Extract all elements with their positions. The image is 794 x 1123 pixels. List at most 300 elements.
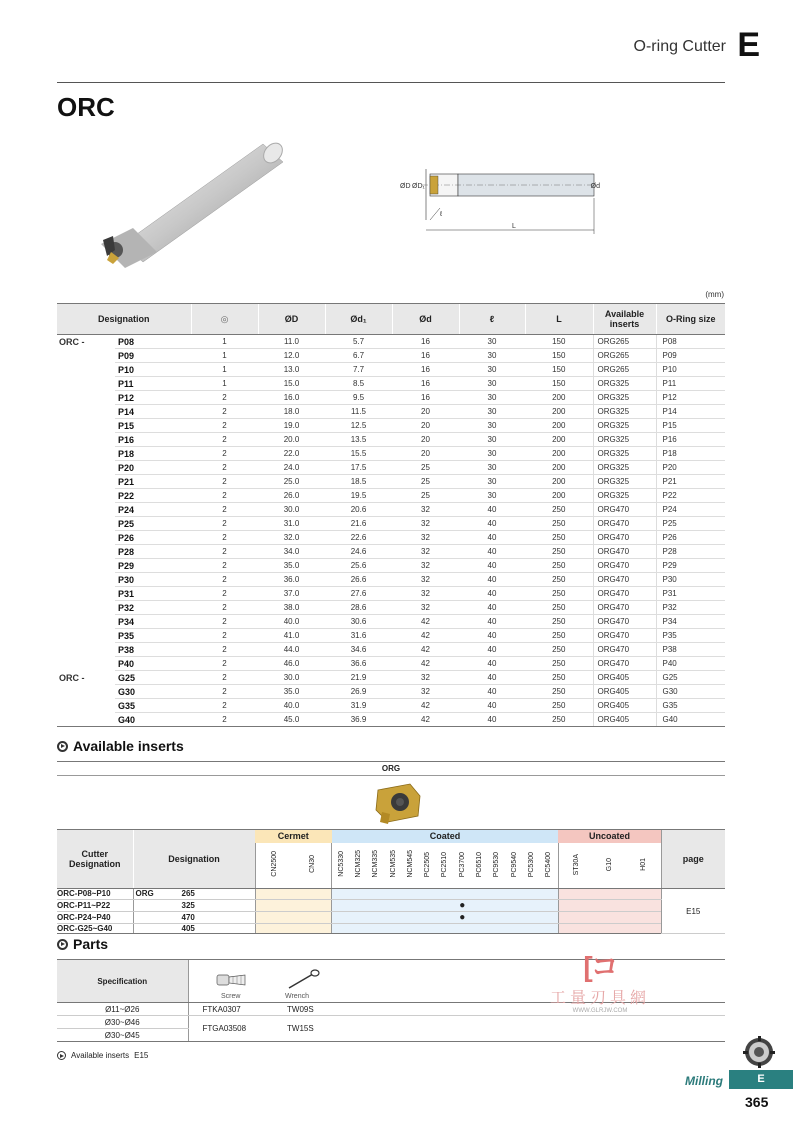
oring-size: P18 — [656, 447, 725, 461]
grade-cell — [436, 923, 453, 934]
overall-length: 200 — [525, 433, 593, 447]
flute-count: 2 — [191, 433, 258, 447]
grade-header — [385, 843, 402, 889]
grade-label: NCM545 — [406, 850, 414, 879]
grade-cell — [471, 889, 488, 900]
designation-group — [57, 489, 115, 503]
length-l: 40 — [459, 559, 525, 573]
parts-screw: FTGA03508 — [188, 1016, 273, 1042]
shank-diameter: 25 — [392, 475, 459, 489]
flute-count: 2 — [191, 615, 258, 629]
oring-size: P09 — [656, 349, 725, 363]
grade-cell — [454, 923, 471, 934]
flute-count: 2 — [191, 461, 258, 475]
grade-cell — [488, 923, 505, 934]
shank-diameter: 42 — [392, 615, 459, 629]
designation-code: P38 — [115, 643, 191, 657]
grade-cell — [332, 889, 351, 900]
grade-label: PC3700 — [458, 851, 466, 877]
designation-code: P09 — [115, 349, 191, 363]
table-row — [57, 573, 725, 587]
grade-cell — [523, 889, 540, 900]
insert-code: ORG265 — [593, 335, 656, 349]
insert-code: ORG265 — [593, 349, 656, 363]
parts-title: Parts — [73, 936, 109, 952]
length-l: 30 — [459, 433, 525, 447]
diameter-d1: 21.6 — [325, 517, 392, 531]
designation-code: P14 — [115, 405, 191, 419]
grade-cell — [540, 911, 559, 923]
designation-code: P32 — [115, 601, 191, 615]
grade-header — [402, 843, 419, 889]
grade-cell — [488, 889, 505, 900]
insert-size: 325 — [181, 900, 195, 910]
grade-cell — [293, 899, 331, 911]
grade-cell — [419, 923, 436, 934]
oring-size: G30 — [656, 685, 725, 699]
diameter-d1: 12.5 — [325, 419, 392, 433]
length-l: 40 — [459, 713, 525, 727]
grade-cell — [626, 899, 661, 911]
flute-count: 2 — [191, 447, 258, 461]
grade-cell — [293, 923, 331, 934]
grade-cell — [367, 923, 384, 934]
grade-cell — [255, 899, 293, 911]
diameter-d1: 26.9 — [325, 685, 392, 699]
unit-note: (mm) — [705, 290, 724, 299]
grade-header — [293, 843, 331, 889]
table-row — [57, 923, 725, 934]
designation-code: P25 — [115, 517, 191, 531]
grade-header — [505, 843, 522, 889]
insert-code: ORG470 — [593, 643, 656, 657]
flute-count: 1 — [191, 349, 258, 363]
designation-group — [57, 391, 115, 405]
insert-code: ORG325 — [593, 475, 656, 489]
diameter-d1: 31.6 — [325, 629, 392, 643]
shank-diameter: 16 — [392, 363, 459, 377]
section-title: O-ring Cutter — [633, 38, 726, 55]
grade-label: NC5330 — [337, 851, 345, 878]
dim-l-label: ℓ — [440, 211, 443, 218]
header-L: L — [525, 304, 593, 335]
length-l: 30 — [459, 461, 525, 475]
grade-cell — [626, 923, 661, 934]
designation-group — [57, 573, 115, 587]
oring-size: P32 — [656, 601, 725, 615]
table-row — [57, 889, 725, 900]
flute-count: 2 — [191, 545, 258, 559]
grade-cell — [436, 899, 453, 911]
grade-cell — [593, 899, 626, 911]
category-uncoated: Uncoated — [558, 830, 661, 843]
insert-code: ORG405 — [593, 685, 656, 699]
insert-code: ORG470 — [593, 503, 656, 517]
footnote-arrow-icon — [57, 1051, 66, 1060]
shank-diameter: 32 — [392, 601, 459, 615]
diameter-d1: 8.5 — [325, 377, 392, 391]
flute-count: 2 — [191, 643, 258, 657]
length-l: 40 — [459, 629, 525, 643]
overall-length: 250 — [525, 503, 593, 517]
grade-label: PC9530 — [493, 851, 501, 877]
diameter-d1: 20.6 — [325, 503, 392, 517]
grade-header — [488, 843, 505, 889]
grade-cell — [385, 899, 402, 911]
grade-cell — [350, 911, 367, 923]
insert-code: ORG325 — [593, 447, 656, 461]
length-l: 30 — [459, 391, 525, 405]
grade-header — [255, 843, 293, 889]
table-row — [57, 657, 725, 671]
overall-length: 250 — [525, 517, 593, 531]
grade-header — [626, 843, 661, 889]
grade-cell — [402, 923, 419, 934]
diameter-d1: 5.7 — [325, 335, 392, 349]
overall-length: 250 — [525, 559, 593, 573]
overall-length: 250 — [525, 629, 593, 643]
length-l: 40 — [459, 685, 525, 699]
grade-cell — [593, 923, 626, 934]
cutter-range: ORC-P24~P40 — [57, 911, 133, 923]
designation-group — [57, 377, 115, 391]
flute-count: 2 — [191, 713, 258, 727]
header-inserts: Available inserts — [593, 304, 656, 335]
flute-count: 2 — [191, 699, 258, 713]
diameter-D: 13.0 — [258, 363, 325, 377]
overall-length: 250 — [525, 531, 593, 545]
designation-code: P21 — [115, 475, 191, 489]
oring-size: P38 — [656, 643, 725, 657]
oring-size: P40 — [656, 657, 725, 671]
cutter-range: ORC-P08~P10 — [57, 889, 133, 900]
diameter-d1: 6.7 — [325, 349, 392, 363]
insert-designation — [133, 889, 255, 900]
diameter-d1: 36.6 — [325, 657, 392, 671]
designation-group — [57, 587, 115, 601]
grade-cell — [471, 899, 488, 911]
grade-cell — [523, 911, 540, 923]
grade-label: NCM335 — [372, 850, 380, 879]
grade-cell — [385, 889, 402, 900]
flute-count: 2 — [191, 391, 258, 405]
shank-diameter: 16 — [392, 391, 459, 405]
watermark-text: 工量刃具網 — [549, 990, 650, 1007]
shank-diameter: 32 — [392, 671, 459, 685]
table-row — [57, 601, 725, 615]
diameter-D: 37.0 — [258, 587, 325, 601]
diameter-d1: 34.6 — [325, 643, 392, 657]
grade-label: G10 — [606, 857, 614, 871]
length-l: 40 — [459, 657, 525, 671]
diameter-d1: 36.9 — [325, 713, 392, 727]
grade-cell — [367, 911, 384, 923]
grade-header — [419, 843, 436, 889]
diameter-D: 38.0 — [258, 601, 325, 615]
shank-diameter: 32 — [392, 545, 459, 559]
page-reference[interactable]: E15 — [661, 889, 725, 934]
grade-cell — [293, 889, 331, 900]
available-inserts-title: Available inserts — [73, 738, 184, 754]
flute-count: 2 — [191, 671, 258, 685]
header-page: page — [661, 830, 725, 889]
product-title: ORC — [57, 92, 115, 122]
table-row — [57, 447, 725, 461]
designation-code: P12 — [115, 391, 191, 405]
overall-length: 250 — [525, 615, 593, 629]
wrench-icon — [285, 969, 321, 991]
flute-count: 2 — [191, 685, 258, 699]
oring-size: G40 — [656, 713, 725, 727]
oring-size: P30 — [656, 573, 725, 587]
length-l: 40 — [459, 643, 525, 657]
insert-code: ORG470 — [593, 601, 656, 615]
designation-group — [57, 545, 115, 559]
grade-header — [454, 843, 471, 889]
designation-code: P24 — [115, 503, 191, 517]
length-l: 40 — [459, 517, 525, 531]
cutter-range: ORC-G25~G40 — [57, 923, 133, 934]
grade-cell — [593, 911, 626, 923]
insert-code: ORG470 — [593, 629, 656, 643]
cutter-range: ORC-P11~P22 — [57, 899, 133, 911]
overall-length: 150 — [525, 335, 593, 349]
oring-size: P28 — [656, 545, 725, 559]
diameter-D: 32.0 — [258, 531, 325, 545]
shank-diameter: 42 — [392, 643, 459, 657]
designation-group — [57, 405, 115, 419]
diameter-d1: 18.5 — [325, 475, 392, 489]
oring-size: G35 — [656, 699, 725, 713]
insert-code: ORG405 — [593, 671, 656, 685]
shank-diameter: 32 — [392, 517, 459, 531]
grade-cell — [367, 889, 384, 900]
designation-group: ORC - — [59, 672, 85, 683]
shank-diameter: 25 — [392, 461, 459, 475]
table-row — [57, 699, 725, 713]
page-number: 365 — [745, 1094, 769, 1110]
oring-size: P35 — [656, 629, 725, 643]
designation-code: P11 — [115, 377, 191, 391]
grade-cell — [385, 911, 402, 923]
table-row — [57, 629, 725, 643]
grade-label: PC2505 — [424, 851, 432, 877]
wrench-label: Wrench — [285, 993, 309, 1000]
diameter-D: 40.0 — [258, 615, 325, 629]
insert-code: ORG470 — [593, 587, 656, 601]
overall-length: 200 — [525, 391, 593, 405]
grade-cell — [402, 911, 419, 923]
insert-code: ORG405 — [593, 699, 656, 713]
grade-label: CN2500 — [270, 851, 278, 878]
designation-code: P34 — [115, 615, 191, 629]
insert-designation — [133, 899, 255, 911]
parts-wrench: TW15S — [273, 1016, 383, 1042]
overall-length: 250 — [525, 545, 593, 559]
flute-count: 2 — [191, 573, 258, 587]
designation-group — [57, 643, 115, 657]
flute-count: 1 — [191, 335, 258, 349]
length-l: 40 — [459, 545, 525, 559]
grade-label: PC5300 — [527, 851, 535, 877]
diameter-D: 35.0 — [258, 685, 325, 699]
designation-group — [57, 461, 115, 475]
diameter-d1: 13.5 — [325, 433, 392, 447]
designation-group — [57, 503, 115, 517]
designation-code: P40 — [115, 657, 191, 671]
parts-spec: Ø30~Ø46 — [57, 1016, 188, 1029]
grade-header — [367, 843, 384, 889]
length-l: 40 — [459, 587, 525, 601]
watermark-url: WWW.GLRJW.COM — [572, 1008, 628, 1014]
overall-length: 150 — [525, 377, 593, 391]
shank-diameter: 20 — [392, 405, 459, 419]
watermark — [530, 945, 670, 1014]
overall-length: 250 — [525, 699, 593, 713]
diameter-d1: 9.5 — [325, 391, 392, 405]
table-row — [57, 899, 725, 911]
grade-label: PC9540 — [510, 851, 518, 877]
diameter-d1: 7.7 — [325, 363, 392, 377]
insert-code: ORG325 — [593, 419, 656, 433]
grade-cell — [367, 899, 384, 911]
insert-code: ORG325 — [593, 405, 656, 419]
insert-designation — [133, 923, 255, 934]
grade-cell — [488, 911, 505, 923]
header-cutter-designation: Cutter Designation — [57, 830, 133, 889]
designation-code: P08 — [115, 335, 191, 349]
header-D: ØD — [258, 304, 325, 335]
designation-code: P16 — [115, 433, 191, 447]
footer-section-tab[interactable]: E — [729, 1070, 793, 1089]
grade-header — [523, 843, 540, 889]
designation-group — [57, 629, 115, 643]
org-insert-image — [372, 782, 424, 826]
oring-size: P10 — [656, 363, 725, 377]
diameter-D: 26.0 — [258, 489, 325, 503]
insert-code: ORG325 — [593, 377, 656, 391]
grade-header — [350, 843, 367, 889]
table-row — [57, 713, 725, 727]
header-d1: Ød₁ — [325, 304, 392, 335]
grade-label: H01 — [639, 857, 647, 871]
insert-code: ORG325 — [593, 461, 656, 475]
oring-size: P34 — [656, 615, 725, 629]
grade-cell: ● — [454, 911, 471, 923]
flute-count: 2 — [191, 601, 258, 615]
inserts-footnote — [57, 1051, 148, 1060]
grade-cell — [436, 889, 453, 900]
shank-diameter: 42 — [392, 657, 459, 671]
table-row — [57, 391, 725, 405]
designation-group — [57, 363, 115, 377]
insert-size: 405 — [181, 923, 195, 933]
designation-code: G35 — [115, 699, 191, 713]
overall-length: 250 — [525, 713, 593, 727]
designation-group — [57, 349, 115, 363]
shank-diameter: 32 — [392, 531, 459, 545]
table-row — [57, 461, 725, 475]
grade-header — [558, 843, 593, 889]
overall-length: 250 — [525, 657, 593, 671]
diameter-d1: 26.6 — [325, 573, 392, 587]
insert-designation — [133, 911, 255, 923]
table-row — [57, 671, 725, 685]
oring-size: P12 — [656, 391, 725, 405]
grade-cell — [558, 889, 593, 900]
parts-spec-header: Specification — [57, 960, 188, 1003]
grade-cell — [402, 899, 419, 911]
diameter-D: 44.0 — [258, 643, 325, 657]
overall-length: 250 — [525, 601, 593, 615]
header-insert-designation: Designation — [133, 830, 255, 889]
tool-photo — [85, 140, 285, 270]
diameter-d1: 30.6 — [325, 615, 392, 629]
header-designation: Designation — [57, 304, 191, 335]
shank-diameter: 20 — [392, 447, 459, 461]
insert-code: ORG470 — [593, 559, 656, 573]
grade-cell — [350, 889, 367, 900]
table-row — [57, 503, 725, 517]
length-l: 40 — [459, 573, 525, 587]
oring-size: P14 — [656, 405, 725, 419]
insert-code: ORG470 — [593, 517, 656, 531]
diameter-D: 11.0 — [258, 335, 325, 349]
oring-size: P31 — [656, 587, 725, 601]
overall-length: 200 — [525, 447, 593, 461]
table-row — [57, 643, 725, 657]
grade-cell — [558, 923, 593, 934]
parts-screw: FTKA0307 — [188, 1003, 273, 1016]
diameter-D: 19.0 — [258, 419, 325, 433]
designation-group — [57, 475, 115, 489]
section-arrow-icon — [57, 741, 68, 752]
oring-size: P22 — [656, 489, 725, 503]
shank-diameter: 32 — [392, 559, 459, 573]
length-l: 40 — [459, 699, 525, 713]
parts-spec: Ø11~Ø26 — [57, 1003, 188, 1016]
header-d: Ød — [392, 304, 459, 335]
grade-cell: ● — [454, 899, 471, 911]
diameter-D: 35.0 — [258, 559, 325, 573]
dim-D-label: ØD — [400, 183, 411, 190]
diameter-D: 31.0 — [258, 517, 325, 531]
parts-heading — [57, 936, 108, 952]
diameter-D: 25.0 — [258, 475, 325, 489]
shank-diameter: 32 — [392, 685, 459, 699]
length-l: 30 — [459, 335, 525, 349]
overall-length: 200 — [525, 419, 593, 433]
diameter-d1: 28.6 — [325, 601, 392, 615]
designation-group — [57, 699, 115, 713]
designation-code: G40 — [115, 713, 191, 727]
grade-cell — [332, 911, 351, 923]
grade-cell — [454, 889, 471, 900]
grade-cell — [540, 899, 559, 911]
diameter-D: 41.0 — [258, 629, 325, 643]
oring-size: P21 — [656, 475, 725, 489]
designation-group — [57, 531, 115, 545]
table-row — [57, 615, 725, 629]
footnote-ref[interactable]: E15 — [134, 1051, 149, 1060]
footnote-label[interactable]: Available inserts — [71, 1051, 130, 1060]
shank-diameter: 16 — [392, 335, 459, 349]
insert-size: 265 — [181, 889, 195, 899]
shank-diameter: 20 — [392, 433, 459, 447]
grade-cell — [332, 899, 351, 911]
designation-group — [57, 601, 115, 615]
table-row — [57, 433, 725, 447]
